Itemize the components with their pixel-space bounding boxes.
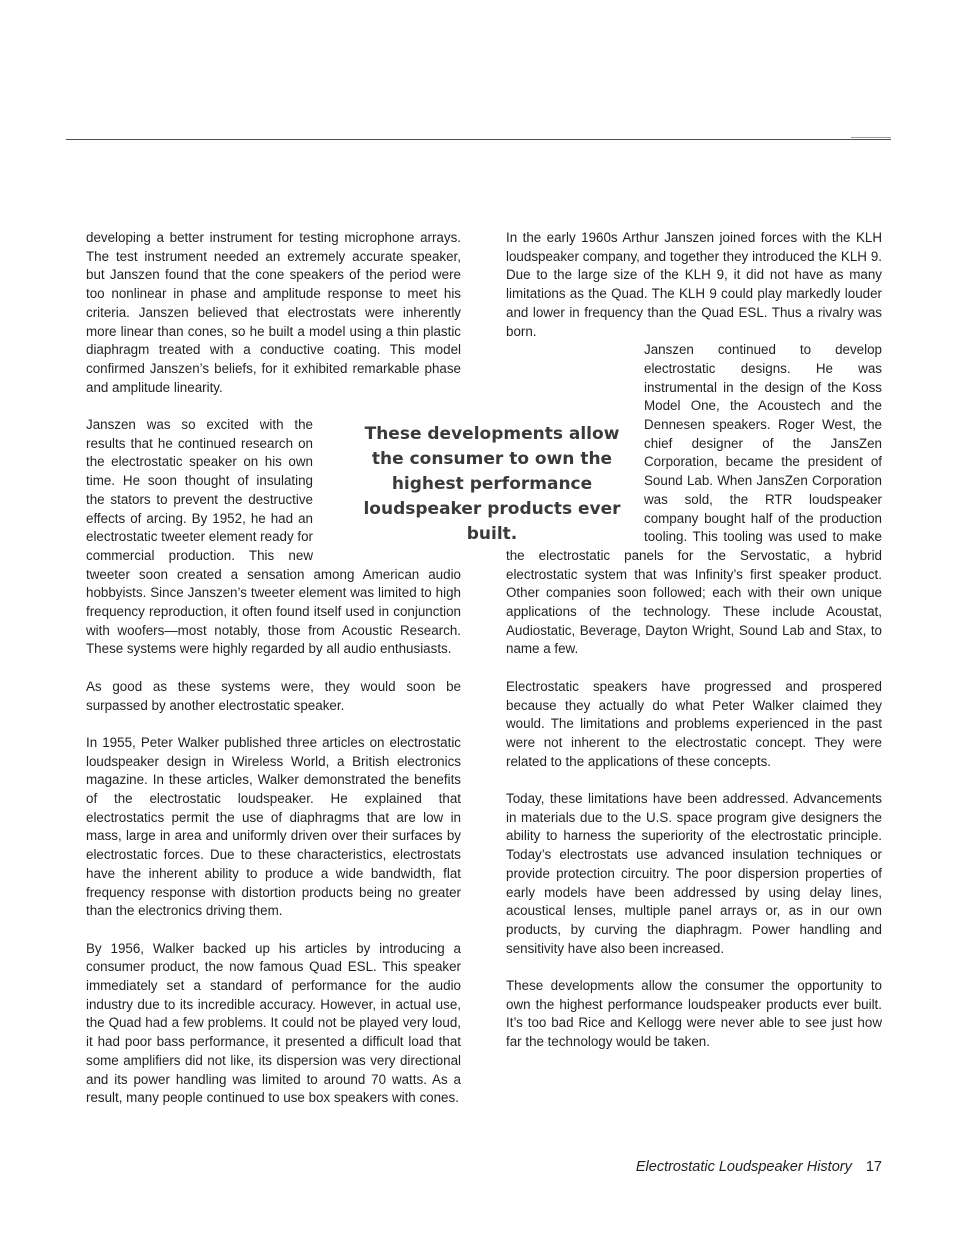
- right-paragraph-3: Electrostatic speakers have progressed and prospered because they actually do what Peter Walker claimed they would. The limitations and problems experienced in the past were not inherent to the electrostatic concept. They were related to the applications of these concepts.: [506, 678, 882, 769]
- page-number: 17: [865, 1159, 882, 1175]
- left-paragraph-1: developing a better instrument for testing microphone arrays. The test instrument needed an extremely accurate speaker, but Janszen found that the cone speakers of the period were too nonlinear in phase and amplitude response to meet his criteria. Janszen believed that electrostats were inherently more linear than cones, so he built a model using a thin plastic diaphragm treated with a conductive coating. This model confirmed Janszen’s beliefs, for it exhibited remarkable phase and amplitude linearity.: [86, 230, 461, 395]
- right-paragraph-2: Janszen continued to develop electrostatic designs. He was instrumental in the design of the Koss Model One, the Acoustech and the Dennesen speakers. Roger West, the chief designer of the JansZen Corporation, became the president of Sound Lab. When JansZen Corporation was sold, the RTR loudspeaker company bought half of the production tooling. This tooling was used to make the electrostatic panels for the Servostatic, a hybrid electrostatic system that was Infinity’s first speaker product. Other companies soon followed; each with their own unique applications of the technology. These include Acoustat, Audiostatic, Beverage, Dayton Wright, Sound Lab and Stax, to name a few.: [506, 342, 882, 657]
- header-rule: [66, 139, 891, 140]
- left-paragraph-3: As good as these systems were, they would soon be surpassed by another electrostatic speaker.: [86, 678, 461, 713]
- right-paragraph-1: In the early 1960s Arthur Janszen joined forces with the KLH loudspeaker company, and together they introduced the KLH 9. Due to the large size of the KLH 9, it did not have as many limitations as the Quad. The KLH 9 could play markedly louder and lower in frequency than the Quad ESL. Thus a rivalry was born.: [506, 230, 882, 339]
- pull-quote: These developments allow the consumer to own the highest performance loudspeaker products ever built.: [363, 424, 621, 544]
- header-rule-accent: [851, 137, 891, 138]
- left-paragraph-2: Janszen was so excited with the results that he continued research on the electrostatic speaker on his own time. He soon thought of insulating the stators to prevent the destructive effects of arcing. By 1952, he had an electrostatic tweeter element ready for commercial production. This new tweeter soon created a sensation among American audio hobbyists. Since Janszen’s tweeter element was limited to high frequency reproduction, it often found itself used in conjunction with woofers—most notably, those from Acoustic Research. These systems were highly regarded by all audio enthusiasts.: [86, 417, 461, 657]
- right-paragraph-5: These developments allow the consumer the opportunity to own the highest performance loudspeaker products ever built. It’s too bad Rice and Kellogg were never able to see just how far the technology would be taken.: [506, 978, 882, 1050]
- page-footer: [560, 1159, 882, 1175]
- left-paragraph-5: By 1956, Walker backed up his articles by introducing a consumer product, the now famous Quad ESL. This speaker immediately set a standard of performance for the audio industry due to its incredible accuracy. However, in actual use, the Quad had a few problems. It could not be played very loud, it had poor bass performance, it presented a difficult load that some amplifiers did not like, its dispersion was very directional and its power handling was limited to around 70 watts. As a result, many people continued to use box speakers with cones.: [86, 940, 461, 1106]
- right-paragraph-4: Today, these limitations have been addressed. Advancements in materials due to the U.S. space program give designers the ability to harness the superiority of the electrostatic principle. Today’s electrostats use advanced insulation techniques or provide protection circuitry. The poor dispersion properties of early models have been addressed by using delay lines, acoustical lenses, multiple panel arrays or, as in our own products, by curving the diaphragm. Power handling and sensitivity have also been increased.: [506, 791, 882, 956]
- right-text-column: [506, 229, 882, 1071]
- left-paragraph-4: In 1955, Peter Walker published three articles on electrostatic loudspeaker design in Wireless World, a British electronics magazine. In these articles, Walker demonstrated the benefits of the electrostatic loudspeaker. He explained that electrostatics permit the use of diaphragms that are low in mass, large in area and uniformly driven over their surfaces by electrostatic forces. Due to these characteristics, electrostats have the inherent ability to produce a wide bandwidth, flat frequency response with distortion products being no greater than the electronics driving them.: [86, 734, 461, 919]
- left-text-column: [86, 229, 461, 1127]
- footer-section-title: Electrostatic Loudspeaker History: [635, 1159, 852, 1175]
